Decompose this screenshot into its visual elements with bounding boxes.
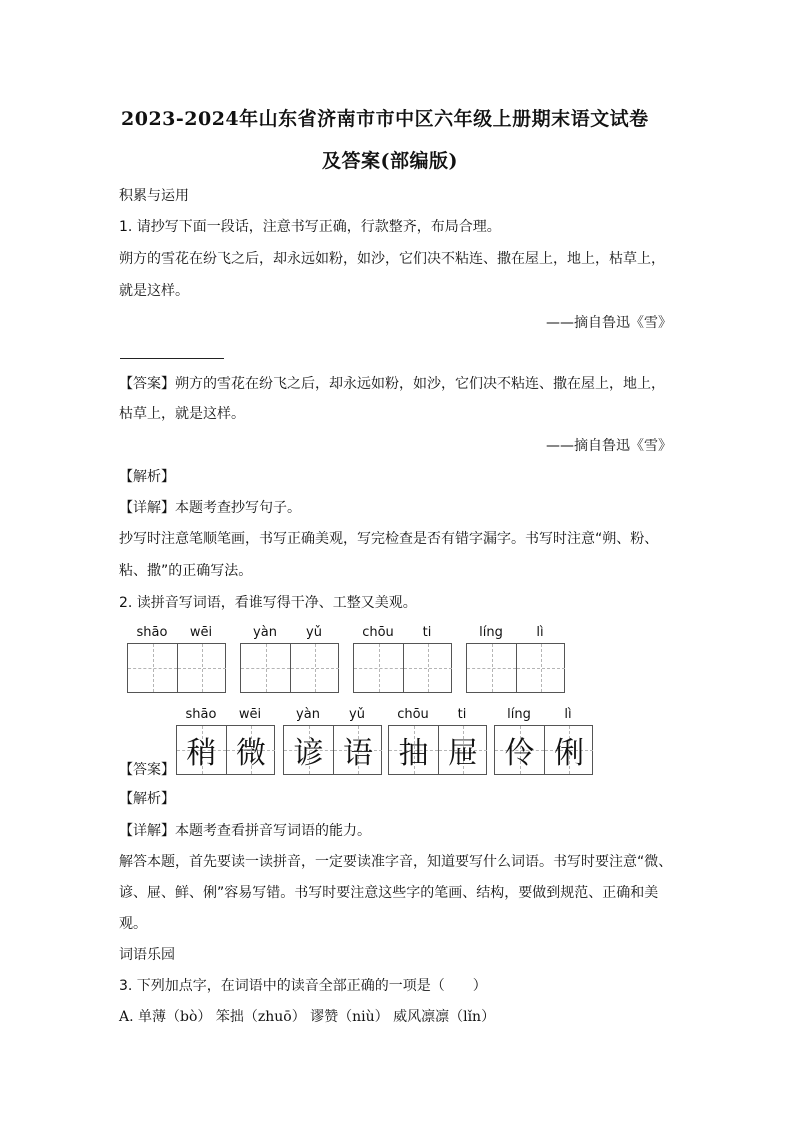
pinyin-label: shāo [185, 707, 217, 722]
answer-character: 屉 [448, 736, 478, 771]
q1-source: ——摘自鲁迅《雪》 [546, 315, 672, 331]
q1-explain-line1: 抄写时注意笔顺笔画，书写正确美观，写完检查是否有错字漏字。书写时注意“朔、粉、 [119, 531, 659, 547]
pinyin-label: wēi [189, 625, 213, 640]
answer-character: 微 [236, 736, 266, 771]
q1-analysis-label: 【解析】 [119, 469, 175, 485]
answer-character: 谚 [293, 736, 324, 771]
q1-detail: 【详解】本题考查抄写句子。 [119, 500, 301, 516]
pinyin-label: chōu [362, 625, 394, 640]
q3-option-a: A. 单薄（bò） 笨拙（zhuō） 谬赞（niù） 威风凛凛（lǐn） [119, 1009, 496, 1025]
pinyin-label: yàn [296, 707, 320, 722]
section-heading-accumulation: 积累与运用 [119, 188, 189, 204]
pinyin-label: líng [507, 707, 531, 722]
q2-explain-line2: 谚、屉、鲜、俐”容易写错。书写时要注意这些字的笔画、结构，要做到规范、正确和美 [119, 885, 659, 901]
writing-grid[interactable] [127, 643, 226, 693]
pinyin-label: yǔ [306, 625, 322, 640]
writing-grid[interactable] [353, 643, 452, 693]
answer-grid [283, 725, 382, 775]
q2-explain-line1: 解答本题，首先要读一读拼音，一定要读准字音，知道要写什么词语。书写时要注意“微、 [119, 854, 673, 870]
answer-grid [388, 725, 487, 775]
pinyin-label: lì [564, 707, 572, 722]
pinyin-label: ti [422, 625, 432, 640]
q1-explain-line2: 粘、撒”的正确写法。 [119, 563, 253, 579]
q1-answer-source: ——摘自鲁迅《雪》 [546, 438, 672, 454]
q2-answer-label: 【答案】 [119, 762, 175, 778]
q2-prompt: 2. 读拼音写词语，看谁写得干净、工整又美观。 [119, 595, 417, 611]
q1-text-line2: 就是这样。 [119, 283, 189, 299]
pinyin-label: lì [536, 625, 544, 640]
answer-line [120, 358, 224, 359]
q1-answer-line2: 枯草上，就是这样。 [119, 406, 245, 422]
q2-detail: 【详解】本题考查看拼音写词语的能力。 [119, 823, 371, 839]
q2-analysis-label: 【解析】 [119, 791, 175, 807]
q3-prompt: 3. 下列加点字，在词语中的读音全部正确的一项是（ ） [119, 978, 487, 994]
pinyin-label: yǔ [349, 707, 365, 722]
q1-text-line1: 朔方的雪花在纷飞之后，却永远如粉，如沙，它们决不粘连、撒在屋上，地上，枯草上， [119, 251, 665, 267]
pinyin-label: shāo [136, 625, 168, 640]
writing-grid[interactable] [240, 643, 339, 693]
section-heading-word-garden: 词语乐园 [119, 947, 175, 963]
document-title-line2: 及答案(部编版) [322, 150, 458, 172]
answer-character: 语 [343, 736, 373, 771]
answer-character: 伶 [504, 736, 535, 771]
writing-grid[interactable] [466, 643, 565, 693]
q2-explain-line3: 观。 [119, 916, 147, 932]
pinyin-label: yàn [253, 625, 277, 640]
answer-character: 俐 [554, 736, 584, 771]
q1-prompt: 1. 请抄写下面一段话，注意书写正确，行款整齐，布局合理。 [119, 219, 501, 235]
document-title-line1: 2023-2024年山东省济南市市中区六年级上册期末语文试卷 [121, 108, 649, 130]
answer-character: 抽 [398, 736, 429, 771]
pinyin-label: líng [479, 625, 503, 640]
pinyin-label: wēi [238, 707, 262, 722]
answer-grid [494, 725, 593, 775]
q1-answer-line1: 【答案】朔方的雪花在纷飞之后，却永远如粉，如沙，它们决不粘连、撒在屋上，地上， [119, 376, 665, 392]
pinyin-label: chōu [397, 707, 429, 722]
pinyin-label: ti [457, 707, 467, 722]
answer-character: 稍 [186, 736, 217, 771]
answer-grid [176, 725, 275, 775]
